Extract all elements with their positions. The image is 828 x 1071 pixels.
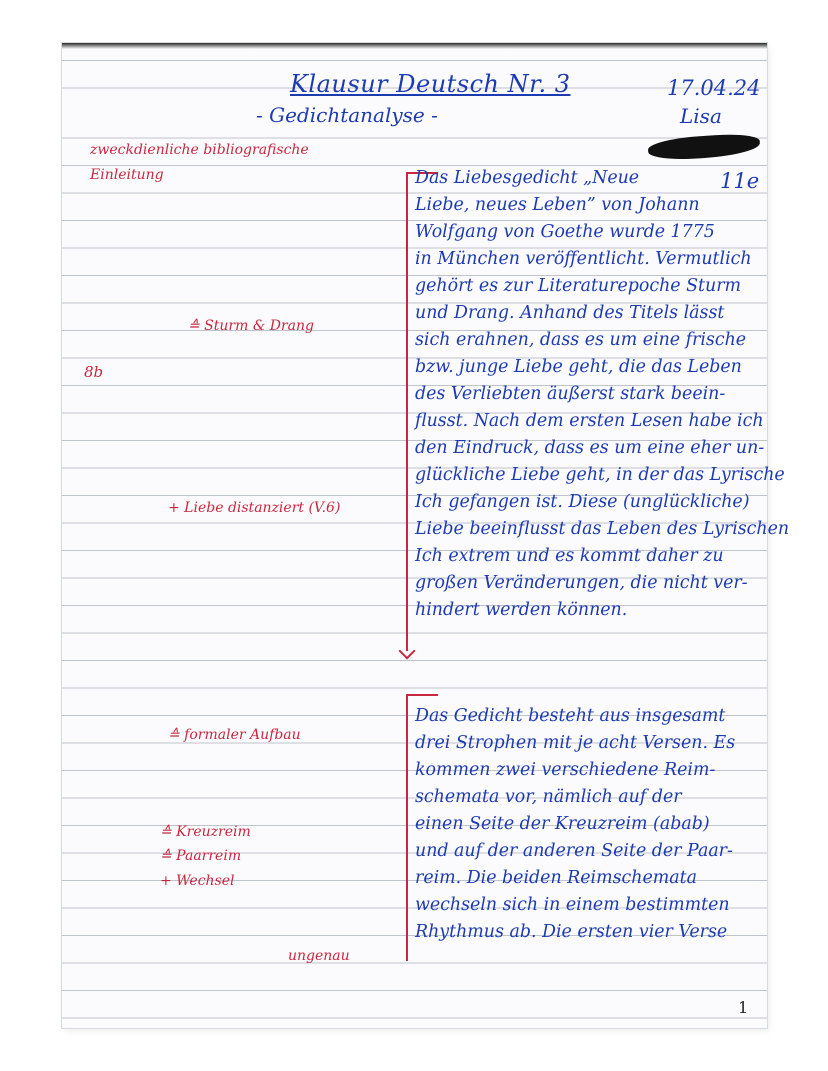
exam-title: Klausur Deutsch Nr. 3 (290, 70, 571, 98)
margin-note-paarreim: ≙ Paarreim (160, 848, 242, 864)
text-line: sich erahnen, dass es um eine frische (415, 330, 747, 350)
text-line: schemata vor, nämlich auf der (415, 787, 682, 807)
page-number: 1 (738, 998, 749, 1017)
margin-note-intro-1: zweckdienliche bibliografische (90, 142, 309, 158)
text-line: und auf der anderen Seite der Paar- (415, 841, 733, 861)
class-label: 11e (720, 169, 760, 193)
margin-note-epoch: ≙ Sturm & Drang (188, 318, 314, 334)
exam-subtitle: - Gedichtanalyse - (256, 103, 438, 127)
text-line: in München veröffentlicht. Vermutlich (415, 249, 752, 269)
paragraph-formal-structure (415, 703, 770, 946)
text-line: einen Seite der Kreuzreim (abab) (415, 814, 710, 834)
text-line: hindert werden können. (415, 600, 628, 620)
text-line: Das Liebesgedicht „Neue (415, 168, 640, 188)
text-line: Rhythmus ab. Die ersten vier Verse (415, 922, 728, 942)
text-line: kommen zwei verschiedene Reim- (415, 760, 716, 780)
text-line: bzw. junge Liebe geht, die das Leben (415, 357, 742, 377)
margin-note-distance: + Liebe distanziert (V.6) (168, 500, 341, 516)
text-line: Liebe beeinflusst das Leben des Lyrischen (415, 519, 790, 539)
text-line: flusst. Nach dem ersten Lesen habe ich (415, 411, 764, 431)
text-line: gehört es zur Literaturepoche Sturm (415, 276, 742, 296)
text-line: drei Strophen mit je acht Versen. Es (415, 733, 736, 753)
text-line: des Verliebten äußerst stark beein- (415, 384, 726, 404)
text-line: großen Veränderungen, die nicht ver- (415, 573, 748, 593)
sheet-edge-shadow (62, 43, 767, 49)
margin-note-structure: ≙ formaler Aufbau (168, 727, 301, 743)
text-line: Ich extrem und es kommt daher zu (415, 546, 724, 566)
exam-date: 17.04.24 (667, 76, 761, 100)
grade-mark: 8b (84, 363, 104, 381)
text-line: wechseln sich in einem bestimmten (415, 895, 730, 915)
margin-note-wechsel: + Wechsel (160, 873, 235, 889)
text-line: Ich gefangen ist. Diese (unglückliche) (415, 492, 750, 512)
margin-note-imprecise: ungenau (288, 948, 350, 964)
student-name: Lisa (680, 104, 722, 128)
text-line: reim. Die beiden Reimschemata (415, 868, 697, 888)
paragraph-introduction (415, 165, 790, 624)
margin-note-kreuzreim: ≙ Kreuzreim (160, 824, 251, 840)
text-line: und Drang. Anhand des Titels lässt (415, 303, 725, 323)
text-line: Liebe, neues Leben” von Johann (415, 195, 700, 215)
margin-note-intro-2: Einleitung (90, 167, 164, 183)
text-line: glückliche Liebe geht, in der das Lyrische (415, 465, 785, 485)
text-line: Wolfgang von Goethe wurde 1775 (415, 222, 715, 242)
text-line: Das Gedicht besteht aus insgesamt (415, 706, 726, 726)
text-line: den Eindruck, dass es um eine eher un- (415, 438, 765, 458)
